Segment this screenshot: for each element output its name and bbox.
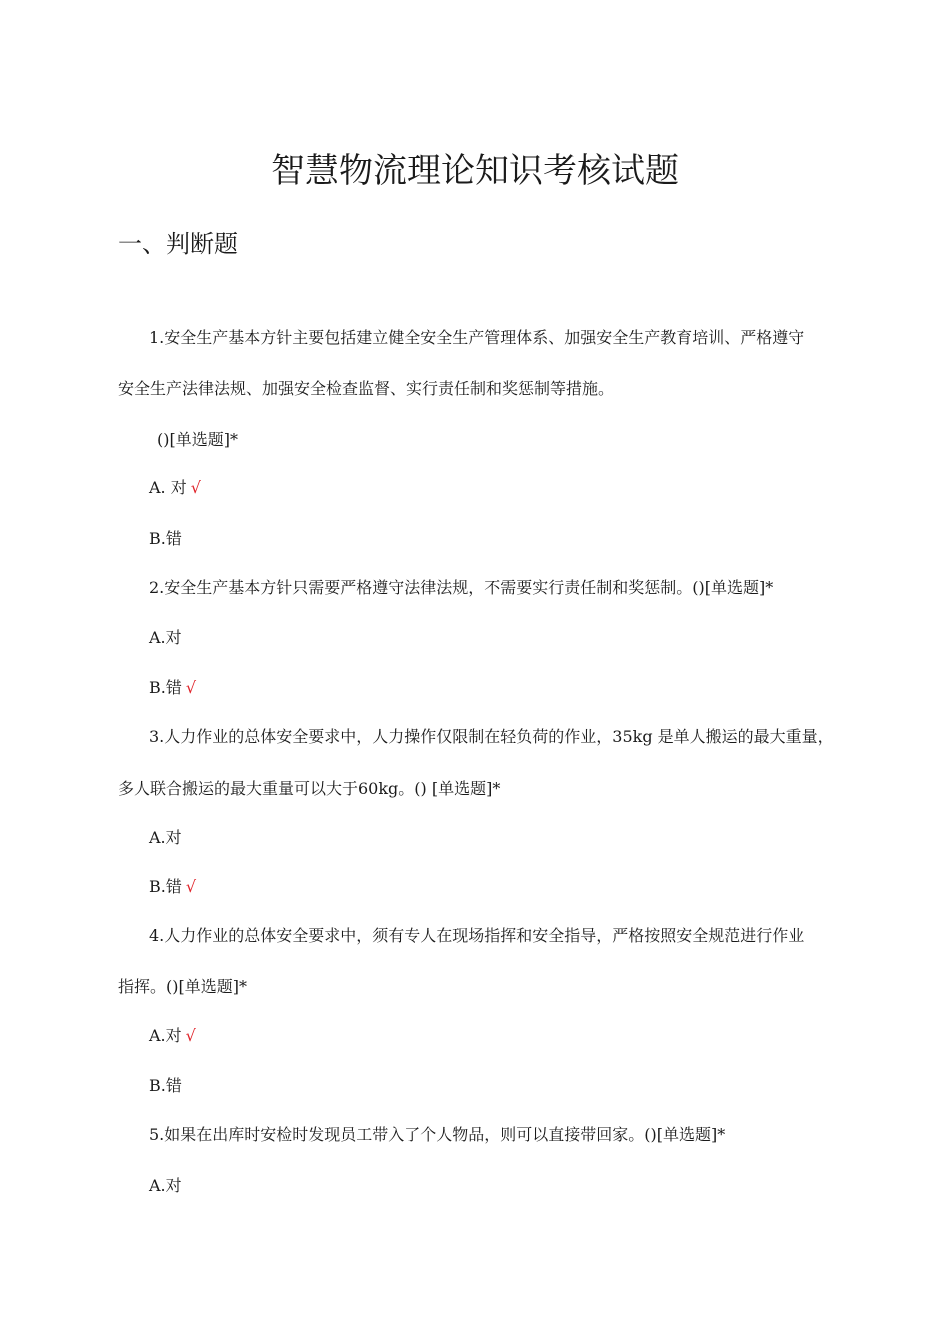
question-3-option-b[interactable] [149, 875, 196, 899]
correct-check-icon: √ [185, 678, 197, 697]
question-1-option-a[interactable] [149, 476, 201, 500]
document-title: 智慧物流理论知识考核试题 [271, 151, 679, 191]
option-label: A.对 [149, 1176, 182, 1195]
option-label: B.错 [149, 1076, 182, 1095]
option-label: A.对 [149, 828, 182, 847]
question-5-text-line-1: 5.如果在出库时安检时发现员工带入了个人物品，则可以直接带回家。()[单选题]* [149, 1125, 726, 1144]
correct-check-icon: √ [190, 478, 201, 497]
section-heading: 一、判断题 [118, 230, 238, 258]
question-3-text-line-1: 3.人力作业的总体安全要求中，人力操作仅限制在轻负荷的作业，35kg 是单人搬运的最大重量， [149, 727, 834, 746]
question-3-text-line-2: 多人联合搬运的最大重量可以大于60kg。() [单选题]* [118, 779, 501, 798]
question-4-option-a[interactable] [149, 1024, 196, 1048]
option-label: A.对 [149, 1026, 182, 1045]
question-2-text-line-1: 2.安全生产基本方针只需要严格遵守法律法规，不需要实行责任制和奖惩制。()[单选题]* [149, 578, 774, 597]
question-4-text-line-1: 4.人力作业的总体安全要求中，须有专人在现场指挥和安全指导，严格按照安全规范进行作业 [149, 926, 805, 945]
question-1-text-line-2: 安全生产法律法规、加强安全检查监督、实行责任制和奖惩制等措施。 [118, 379, 615, 398]
question-5-option-a[interactable] [149, 1174, 182, 1198]
question-2-option-a[interactable] [149, 626, 182, 650]
question-4-option-b[interactable] [149, 1074, 182, 1098]
correct-check-icon: √ [185, 1026, 196, 1045]
correct-check-icon: √ [185, 877, 197, 896]
option-label: A. 对 [149, 478, 187, 497]
question-1-text-line-1: 1.安全生产基本方针主要包括建立健全安全生产管理体系、加强安全生产教育培训、严格遵守 [149, 328, 805, 347]
question-2-option-b[interactable] [149, 676, 196, 700]
question-4-text-line-2: 指挥。()[单选题]* [118, 977, 247, 996]
option-label: A.对 [149, 628, 182, 647]
question-1-option-b[interactable] [149, 527, 182, 551]
option-label: B.错 [149, 877, 182, 896]
question-3-option-a[interactable] [149, 826, 182, 850]
option-label: B.错 [149, 529, 182, 548]
question-1-type-tag: ()[单选题]* [157, 430, 238, 449]
option-label: B.错 [149, 678, 182, 697]
